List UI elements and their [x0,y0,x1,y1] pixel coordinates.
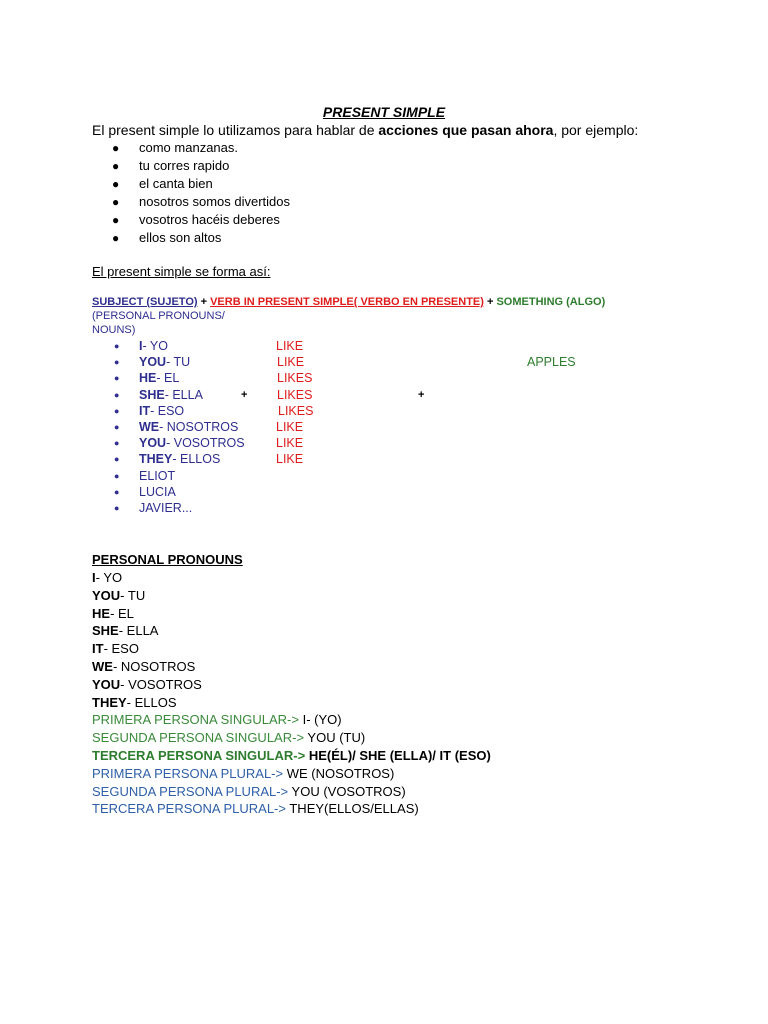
intro-text-after: , por ejemplo: [553,122,639,138]
pronouns-list [92,569,491,818]
formula-verb: VERB IN PRESENT SIMPLE( VERBO EN PRESENTE) [210,296,484,308]
page-title: PRESENT SIMPLE [322,104,446,120]
verb-cell: LIKE [277,355,305,370]
list-item [92,211,290,229]
example-text: el canta bien [139,176,213,191]
list-item [92,229,290,247]
bullet-icon: ● [114,357,120,368]
intro-text-before: El present simple lo utilizamos para hablar de [92,122,379,138]
example-text: como manzanas. [139,140,238,155]
example-text: tu corres rapido [139,158,230,173]
bullet-icon: ● [112,159,120,173]
verb-cell: LIKES [278,403,314,418]
person-row: PRIMERA PERSONA PLURAL-> WE (NOSOTROS) [92,765,395,781]
verb-cell: LIKES [277,371,313,386]
bullet-icon: ● [114,486,120,497]
list-item [92,157,290,175]
bullet-icon: ● [112,231,120,245]
person-row: PRIMERA PERSONA SINGULAR-> I- (YO) [92,712,342,728]
verb-cell: LIKE [276,452,304,467]
bullet-icon: ● [114,454,120,465]
example-text: nosotros somos divertidos [139,194,291,209]
subject-cell: YOU- VOSOTROS [139,436,245,451]
formula-plus: + [483,296,497,308]
personal-pronouns-heading: PERSONAL PRONOUNS [92,552,243,567]
subject-cell: HE- EL [139,371,180,386]
bullet-icon: ● [114,421,120,432]
list-item [92,175,290,193]
nouns-note: NOUNS) [92,324,136,336]
subject-cell: SHE- ELLA [139,387,203,402]
list-item: I- YO [92,570,123,585]
bullet-icon: ● [114,405,120,416]
verb-cell: LIKE [276,419,304,434]
person-row: TERCERA PERSONA PLURAL-> THEY(ELLOS/ELLAS) [92,801,419,817]
person-row: SEGUNDA PERSONA PLURAL-> YOU (VOSOTROS) [92,783,406,799]
bullet-icon: ● [112,213,120,227]
bullet-icon: ● [112,141,120,155]
formation-heading: El present simple se forma así: [92,264,271,279]
list-item: WE- NOSOTROS [92,658,196,674]
plus-sign: + [418,388,425,401]
bullet-icon: ● [114,373,120,384]
bullet-icon: ● [114,470,120,481]
subject-cell: JAVIER... [139,500,193,515]
verb-cell: LIKES [277,387,313,402]
subject-cell: LUCIA [139,484,176,499]
bullet-icon: ● [112,177,120,191]
list-item: YOU- VOSOTROS [92,676,202,692]
formula-something: SOMETHING (ALGO) [496,296,606,308]
formula-line [92,296,605,308]
person-row: TERCERA PERSONA SINGULAR-> HE(ÉL)/ SHE (ELLA)/ IT (ESO) [92,747,491,763]
bullet-icon: ● [114,502,120,513]
subject-cell: WE- NOSOTROS [139,419,239,434]
bullet-icon: ● [114,389,120,400]
list-item: THEY- ELLOS [92,694,177,710]
intro-paragraph [92,122,638,138]
subject-cell: I- YO [139,339,168,353]
personal-pronouns-note: (PERSONAL PRONOUNS/ [92,310,225,322]
example-text: ellos son altos [139,230,222,245]
formula-subject: SUBJECT (SUJETO) [92,296,198,308]
list-item [92,139,290,157]
bullet-icon: ● [112,195,120,209]
subject-cell: THEY- ELLOS [139,452,221,467]
example-text: vosotros hacéis deberes [139,212,280,227]
bullet-icon: ● [114,341,120,351]
subject-cell: IT- ESO [139,403,185,418]
object-cell: APPLES [527,355,576,370]
subject-cell: YOU- TU [139,355,191,370]
verb-cell: LIKE [276,436,304,451]
intro-text-bold: acciones que pasan ahora [378,122,554,138]
verb-cell: LIKE [276,339,304,353]
subject-cell: ELIOT [139,468,176,483]
formula-plus: + [197,296,211,308]
plus-sign: + [241,388,248,401]
list-item: YOU- TU [92,587,146,603]
list-item: IT- ESO [92,641,139,657]
person-row: SEGUNDA PERSONA SINGULAR-> YOU (TU) [92,730,366,746]
list-item [92,193,290,211]
bullet-icon: ● [114,438,120,449]
list-item: HE- EL [92,605,134,621]
list-item: SHE- ELLA [92,623,159,639]
examples-list [92,139,290,247]
